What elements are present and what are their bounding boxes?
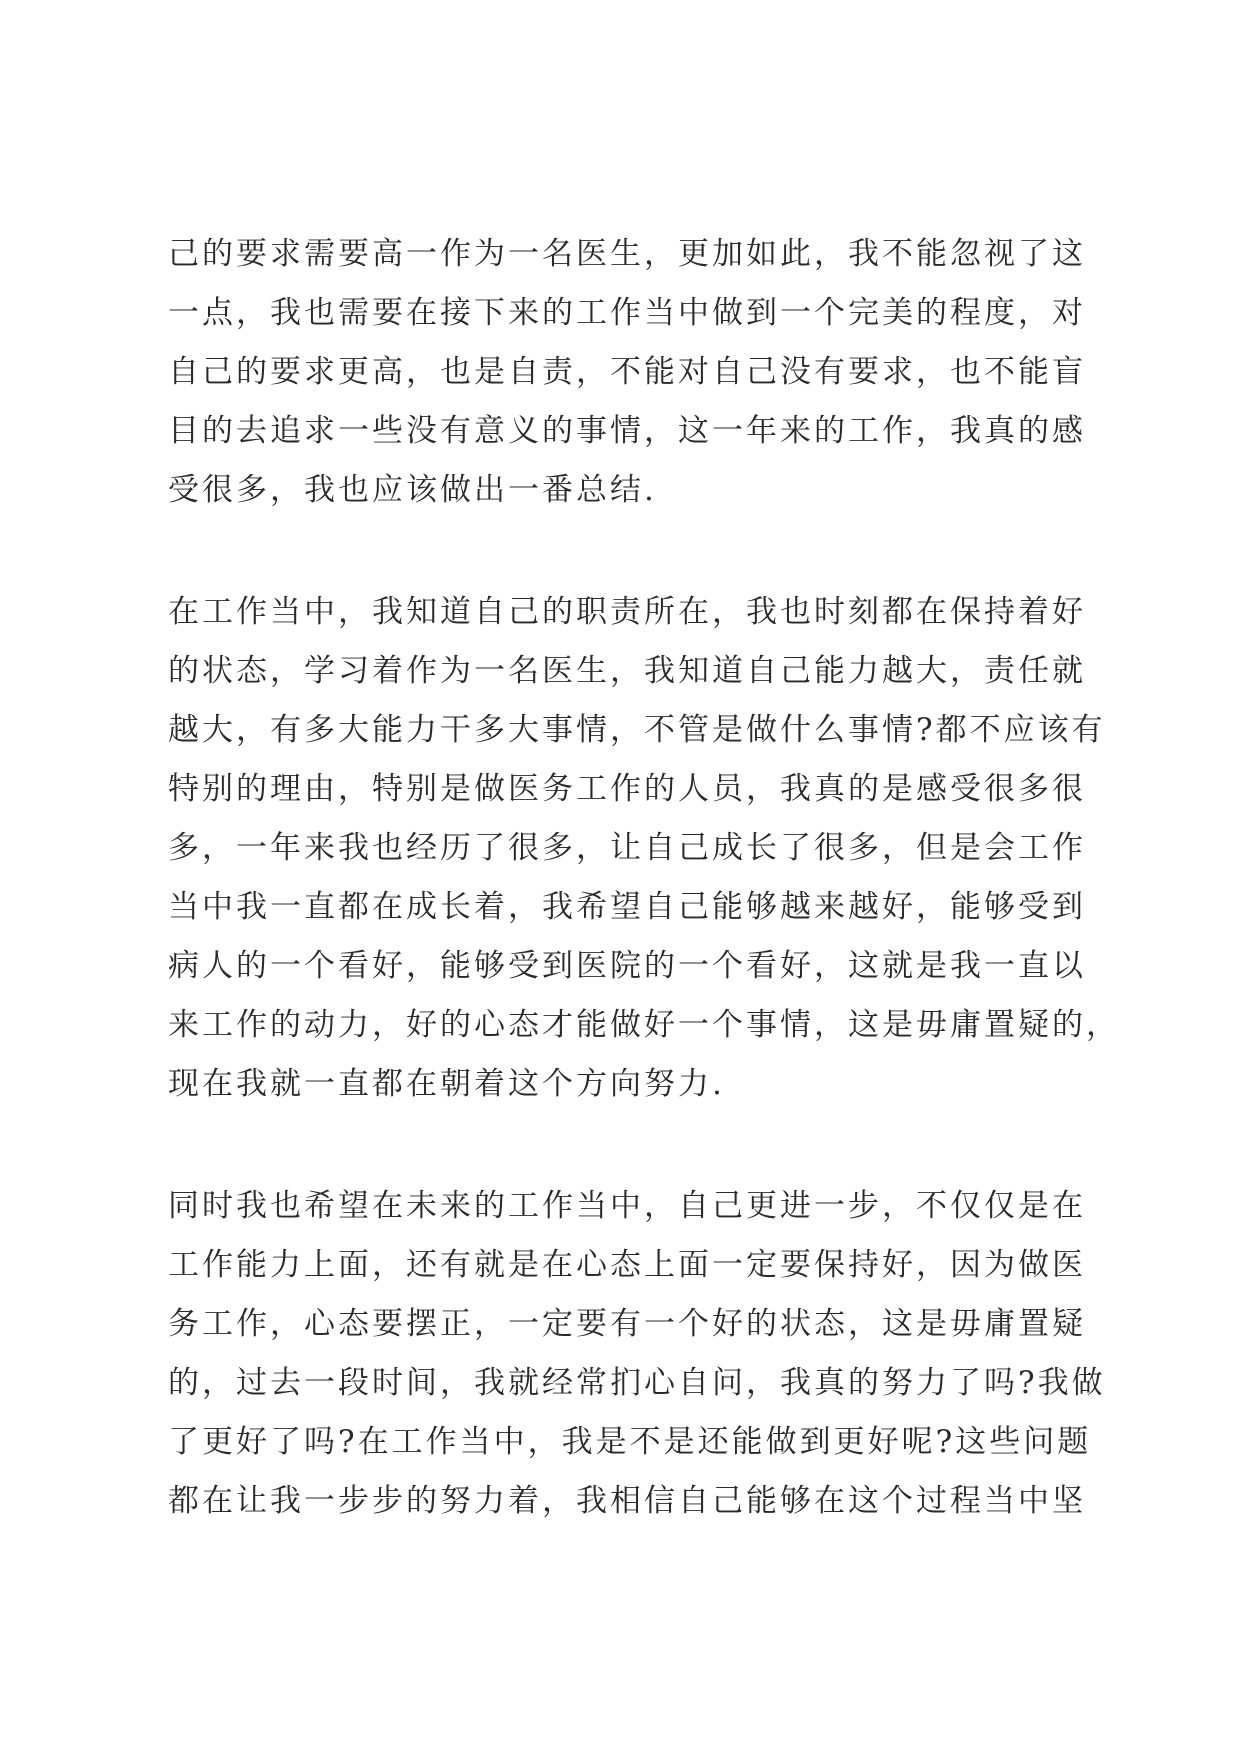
- paragraph-2: [168, 583, 1120, 1114]
- text-line: 务工作，心态要摆正，一定要有一个好的状态，这是毋庸置疑: [168, 1306, 1086, 1342]
- document-body: [168, 225, 1120, 1594]
- text-line: 一点，我也需要在接下来的工作当中做到一个完美的程度，对: [168, 295, 1086, 331]
- text-line: 特别的理由，特别是做医务工作的人员，我真的是感受很多很: [168, 771, 1086, 807]
- text-line: 病人的一个看好，能够受到医院的一个看好，这就是我一直以: [168, 948, 1086, 984]
- text-line: 的状态，学习着作为一名医生，我知道自己能力越大，责任就: [168, 653, 1086, 689]
- paragraph-3: [168, 1177, 1106, 1531]
- text-line: 的，过去一段时间，我就经常扪心自问，我真的努力了吗?我做: [168, 1365, 1106, 1401]
- text-line: 多，一年来我也经历了很多，让自己成长了很多，但是会工作: [168, 830, 1086, 866]
- text-line: 自己的要求更高，也是自责，不能对自己没有要求，也不能盲: [168, 354, 1086, 390]
- paragraph-1: [168, 225, 1088, 520]
- text-line: 来工作的动力，好的心态才能做好一个事情，这是毋庸置疑的，: [168, 1007, 1120, 1043]
- text-line: 现在我就一直都在朝着这个方向努力.: [168, 1066, 725, 1102]
- text-line: 都在让我一步步的努力着，我相信自己能够在这个过程当中坚: [168, 1483, 1086, 1519]
- text-line: 目的去追求一些没有意义的事情，这一年来的工作，我真的感: [168, 413, 1086, 449]
- text-line: 当中我一直都在成长着，我希望自己能够越来越好，能够受到: [168, 889, 1086, 925]
- text-line: 了更好了吗?在工作当中，我是不是还能做到更好呢?这些问题: [168, 1424, 1092, 1460]
- text-line: 越大，有多大能力干多大事情，不管是做什么事情?都不应该有: [168, 712, 1106, 748]
- text-line: 己的要求需要高一作为一名医生，更加如此，我不能忽视了这: [168, 236, 1086, 272]
- text-line: 在工作当中，我知道自己的职责所在，我也时刻都在保持着好: [168, 594, 1086, 630]
- text-line: 受很多，我也应该做出一番总结.: [168, 472, 657, 508]
- text-line: 工作能力上面，还有就是在心态上面一定要保持好，因为做医: [168, 1247, 1086, 1283]
- text-line: 同时我也希望在未来的工作当中，自己更进一步，不仅仅是在: [168, 1188, 1086, 1224]
